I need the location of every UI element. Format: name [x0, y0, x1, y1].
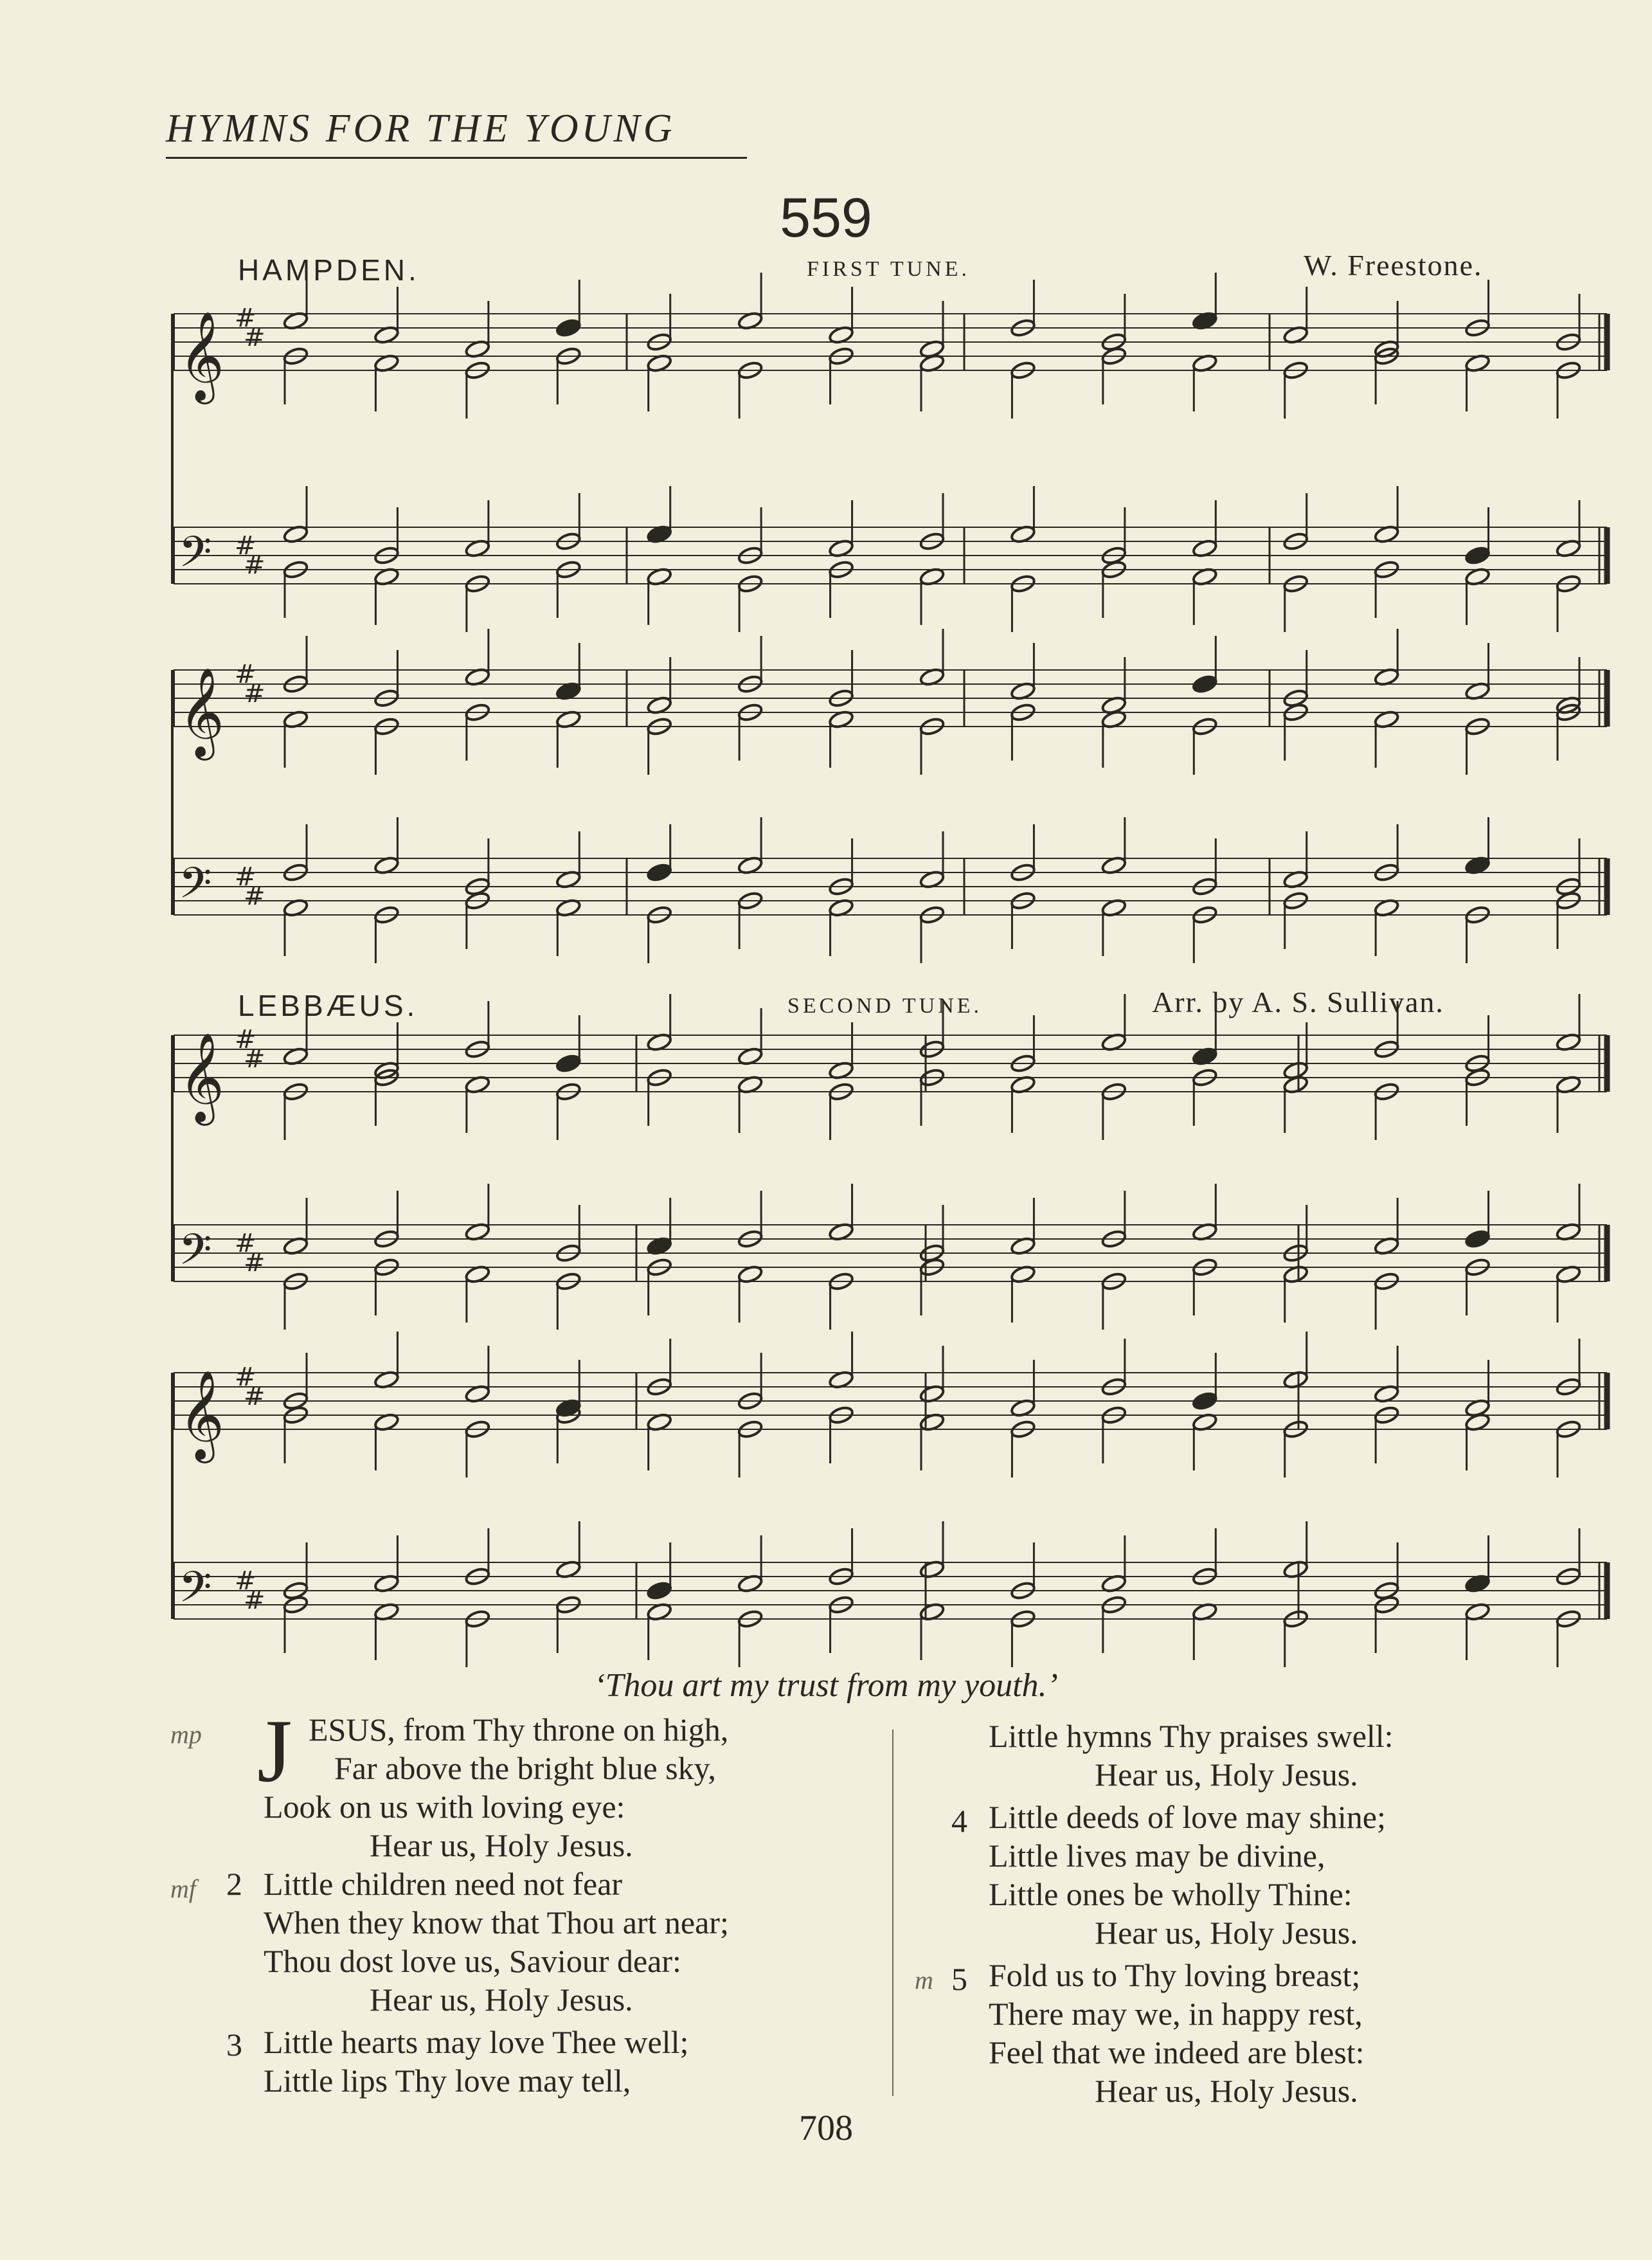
- verse-1-line-4: Hear us, Holy Jesus.: [370, 1827, 633, 1863]
- verses-right-column: [915, 1717, 1394, 2110]
- verse-2-dynamic: mf: [170, 1874, 196, 1903]
- verses-left-column: [170, 1701, 729, 2100]
- svg-text:𝄢: 𝄢: [179, 1225, 212, 1285]
- verse-1-dropcap: J: [257, 1701, 292, 1801]
- verse-1-line-3: Look on us with loving eye:: [264, 1789, 625, 1825]
- svg-text:#: #: [244, 550, 265, 580]
- first-tune-name: HAMPDEN.: [238, 253, 420, 287]
- verse-2-number: 2: [226, 1866, 242, 1902]
- verse-4-line-3: Little ones be wholly Thine:: [989, 1876, 1352, 1912]
- verse-3-line-4: Hear us, Holy Jesus.: [1095, 1757, 1358, 1793]
- svg-text:#: #: [235, 1229, 256, 1258]
- verse-2-line-4: Hear us, Holy Jesus.: [370, 1982, 633, 2018]
- verse-1-line-2: Far above the bright blue sky,: [334, 1750, 716, 1786]
- svg-text:#: #: [244, 1586, 265, 1615]
- svg-text:𝄢: 𝄢: [179, 858, 212, 918]
- svg-text:#: #: [235, 660, 256, 689]
- running-head: HYMNS FOR THE YOUNG: [166, 107, 676, 150]
- verse-5-line-3: Feel that we indeed are blest:: [989, 2034, 1365, 2070]
- verse-5-number: 5: [951, 1961, 967, 1997]
- svg-text:#: #: [244, 1248, 265, 1278]
- first-tune-composer: W. Freestone.: [1304, 249, 1483, 282]
- svg-text:𝄞: 𝄞: [179, 1033, 224, 1122]
- verse-2-line-1: Little children need not fear: [264, 1866, 623, 1902]
- svg-text:𝄢: 𝄢: [179, 527, 212, 587]
- svg-text:𝄞: 𝄞: [179, 311, 224, 401]
- verse-4-number: 4: [951, 1803, 967, 1839]
- first-tune-label: FIRST TUNE.: [807, 257, 971, 281]
- svg-text:#: #: [244, 323, 265, 352]
- svg-text:#: #: [235, 1025, 256, 1054]
- svg-text:#: #: [244, 1044, 265, 1074]
- second-tune-composer: Arr. by A. S. Sullivan.: [1152, 986, 1444, 1018]
- svg-text:𝄞: 𝄞: [179, 1370, 224, 1460]
- column-divider: [892, 1730, 893, 2096]
- verse-3-number: 3: [226, 2027, 242, 2063]
- verse-2-line-3: Thou dost love us, Saviour dear:: [264, 1943, 681, 1979]
- verse-5-line-4: Hear us, Holy Jesus.: [1095, 2073, 1358, 2109]
- page-number: 708: [799, 2108, 853, 2148]
- verse-4-line-2: Little lives may be divine,: [989, 1838, 1325, 1874]
- hymn-number: 559: [780, 187, 872, 249]
- second-tune-label: SECOND TUNE.: [787, 994, 983, 1018]
- verse-3-line-1: Little hearts may love Thee well;: [264, 2024, 689, 2060]
- verse-2-line-2: When they know that Thou art near;: [264, 1904, 729, 1940]
- verse-3-line-3: Little hymns Thy praises swell:: [989, 1718, 1394, 1754]
- svg-text:#: #: [244, 1382, 265, 1411]
- verse-5-dynamic: m: [915, 1966, 933, 1994]
- verse-5-line-1: Fold us to Thy loving breast;: [989, 1957, 1361, 1993]
- second-tune-name: LEBBÆUS.: [238, 989, 418, 1022]
- verse-1-dynamic: mp: [170, 1720, 202, 1749]
- svg-text:#: #: [244, 679, 265, 709]
- svg-text:#: #: [235, 1566, 256, 1596]
- svg-text:𝄢: 𝄢: [179, 1562, 212, 1622]
- verse-4-line-1: Little deeds of love may shine;: [989, 1799, 1386, 1835]
- svg-text:#: #: [235, 1362, 256, 1392]
- svg-text:𝄞: 𝄞: [179, 667, 224, 757]
- svg-text:#: #: [235, 303, 256, 333]
- verse-1-line-1: ESUS, from Thy throne on high,: [309, 1712, 729, 1748]
- verse-5-line-2: There may we, in happy rest,: [989, 1996, 1363, 2032]
- svg-text:#: #: [235, 531, 256, 561]
- hymn-motto: ‘Thou art my trust from my youth.’: [594, 1667, 1058, 1704]
- svg-text:#: #: [235, 862, 256, 892]
- svg-text:#: #: [244, 881, 265, 911]
- verse-4-line-4: Hear us, Holy Jesus.: [1095, 1915, 1358, 1951]
- verse-3-line-2: Little lips Thy love may tell,: [264, 2063, 631, 2099]
